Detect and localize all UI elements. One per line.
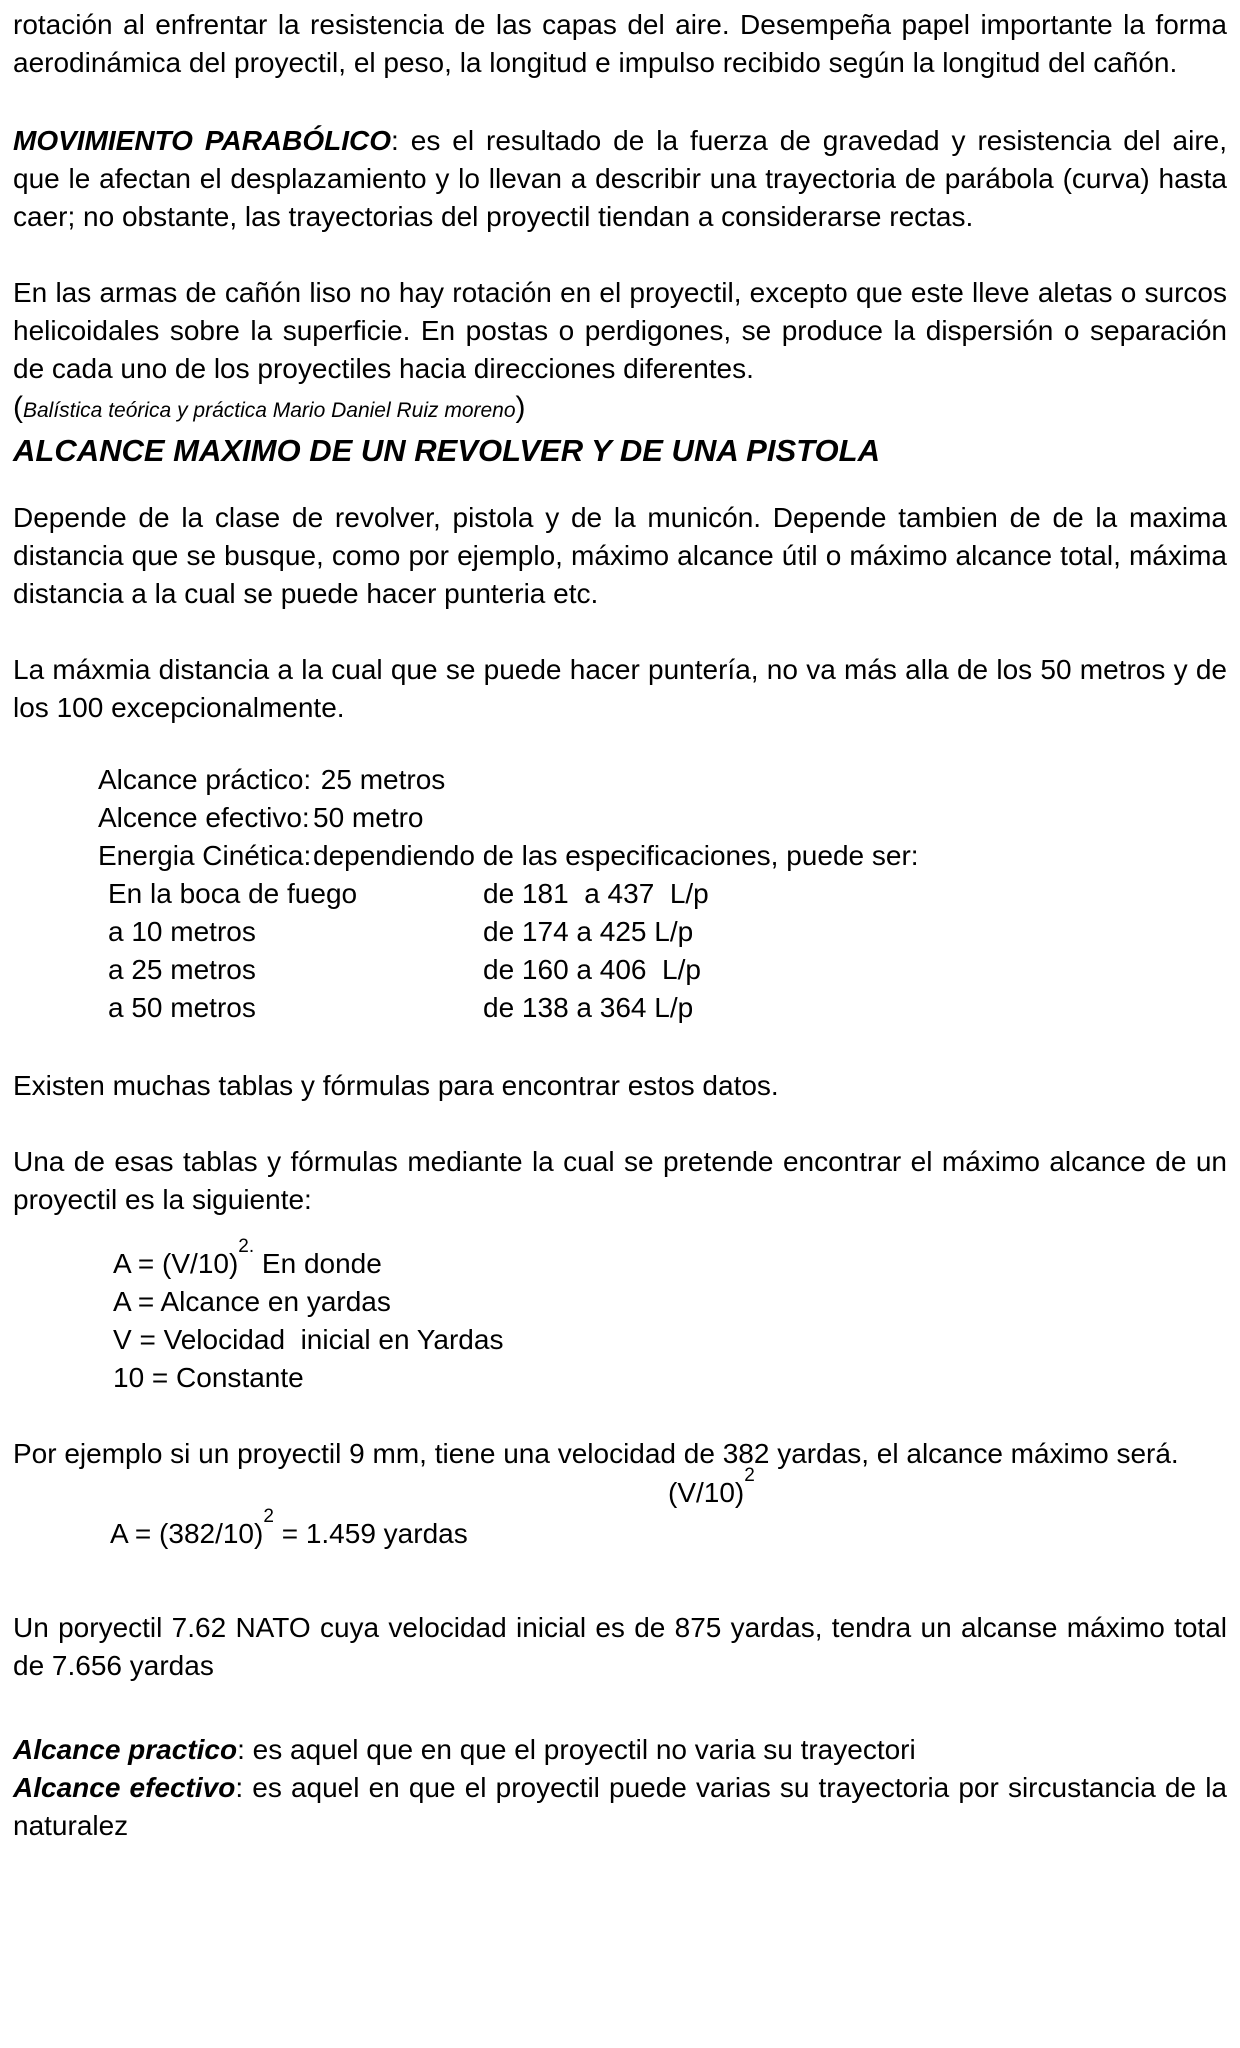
movimiento-lead: MOVIMIENTO PARABÓLICO bbox=[13, 125, 392, 156]
paragraph-movimiento bbox=[13, 122, 1227, 236]
citation-close-paren: ) bbox=[515, 391, 526, 424]
formula-a-post: En donde bbox=[254, 1248, 382, 1279]
row-value: 50 metro bbox=[313, 802, 424, 833]
row-value: dependiendo de las especificaciones, puede ser: bbox=[313, 840, 919, 871]
row-label: En la boca de fuego bbox=[108, 878, 358, 909]
table-row bbox=[108, 951, 1227, 989]
row-label: a 25 metros bbox=[108, 954, 256, 985]
table-row bbox=[108, 913, 1227, 951]
table-row bbox=[108, 989, 1227, 1027]
definition-term: Alcance efectivo bbox=[13, 1772, 236, 1803]
paragraph-ejemplo: Por ejemplo si un proyectil 9 mm, tiene una velocidad de 382 yardas, el alcance máximo será. bbox=[13, 1438, 1179, 1469]
table-row bbox=[108, 875, 1227, 913]
row-label: Energia Cinética: bbox=[98, 840, 312, 871]
row-label: Alcence efectivo: bbox=[98, 802, 310, 833]
table-row bbox=[98, 761, 1227, 799]
formula-line-2: A = Alcance en yardas bbox=[113, 1286, 391, 1317]
row-label: Alcance práctico: bbox=[98, 764, 312, 795]
row-value: de 138 a 364 L/p bbox=[483, 992, 694, 1023]
formula-calculation bbox=[13, 1505, 1227, 1553]
definition-text: : es aquel que en que el proyectil no varia su trayectori bbox=[237, 1734, 916, 1765]
alcance-table bbox=[13, 761, 1227, 875]
paragraph-maxima-distancia: La máxmia distancia a la cual que se puede hacer puntería, no va más alla de los 50 metros y de los 100 excepcionalmente. bbox=[13, 654, 1227, 723]
energia-table bbox=[13, 875, 1227, 1027]
calc-result: = 1.459 yardas bbox=[273, 1518, 468, 1549]
table-row bbox=[98, 837, 1227, 875]
row-value: 25 metros bbox=[313, 764, 446, 795]
definition-term: Alcance practico bbox=[13, 1734, 238, 1765]
row-label: a 10 metros bbox=[108, 916, 256, 947]
definition-practico bbox=[13, 1731, 1227, 1769]
calc-exponent: 2 bbox=[263, 1505, 274, 1527]
row-value: de 160 a 406 L/p bbox=[483, 954, 701, 985]
citation-line bbox=[13, 388, 1227, 431]
paragraph-armas-block bbox=[13, 274, 1227, 431]
formula-exponent: 2. bbox=[238, 1235, 255, 1257]
paragraph-armas: En las armas de cañón liso no hay rotación en el proyectil, excepto que este lleve aletas o surcos helicoidales sobre la superficie. En postas o perdigones, se produce la dispersión o separación de cada uno de los proyectiles hacia direcciones diferentes. bbox=[13, 277, 1227, 384]
movimiento-rest: : es el resultado de la fuerza de gravedad y resistencia del aire, que le afectan el desplazamiento y lo llevan a describir una trayectoria de parábola (curva) hasta caer; no obstante, las trayectorias del proyectil tiendan a considerarse rectas. bbox=[13, 125, 1228, 232]
table-row bbox=[98, 799, 1227, 837]
paragraph-existen: Existen muchas tablas y fórmulas para encontrar estos datos. bbox=[13, 1070, 779, 1101]
paragraph-una-de-esas: Una de esas tablas y fórmulas mediante la cual se pretende encontrar el máximo alcance de un proyectil es la siguiente: bbox=[13, 1146, 1227, 1215]
formula-line-4: 10 = Constante bbox=[113, 1362, 304, 1393]
paragraph-nato: Un poryectil 7.62 NATO cuya velocidad inicial es de 875 yardas, tendra un alcanse máximo total de 7.656 yardas bbox=[13, 1612, 1227, 1681]
row-value: de 174 a 425 L/p bbox=[483, 916, 694, 947]
calc-base: A = (382/10) bbox=[110, 1518, 264, 1549]
paragraph-intro: rotación al enfrentar la resistencia de las capas del aire. Desempeña papel importante la forma aerodinámica del proyectil, el peso, la longitud e impulso recibido según la longitud del cañón. bbox=[13, 9, 1227, 78]
definitions-block bbox=[13, 1731, 1227, 1845]
definition-text: : es aquel en que el proyectil puede varias su trayectoria por sircustancia de la naturalez bbox=[13, 1772, 1227, 1841]
row-value: de 181 a 437 L/p bbox=[483, 878, 709, 909]
citation-text: Balística teórica y práctica Mario Daniel Ruiz moreno bbox=[23, 399, 516, 422]
formula-line-3: V = Velocidad inicial en Yardas bbox=[113, 1324, 504, 1355]
v10-exponent: 2 bbox=[744, 1464, 755, 1486]
formula-a-pre: A = (V/10) bbox=[113, 1248, 239, 1279]
definition-efectivo bbox=[13, 1769, 1227, 1845]
formula-line-1 bbox=[113, 1235, 1227, 1283]
paragraph-depende: Depende de la clase de revolver, pistola y de la municón. Depende tambien de de la maxima distancia que se busque, como por ejemplo, máximo alcance útil o máximo alcance total, máxima distancia a la cual se puede hacer punteria etc. bbox=[13, 502, 1227, 609]
formula-block bbox=[13, 1235, 1227, 1397]
formula-v10 bbox=[13, 1464, 1227, 1513]
row-label: a 50 metros bbox=[108, 992, 256, 1023]
section-heading: ALCANCE MAXIMO DE UN REVOLVER Y DE UNA PISTOLA bbox=[13, 433, 880, 468]
v10-base: (V/10) bbox=[668, 1477, 745, 1508]
citation-open-paren: ( bbox=[13, 391, 23, 424]
